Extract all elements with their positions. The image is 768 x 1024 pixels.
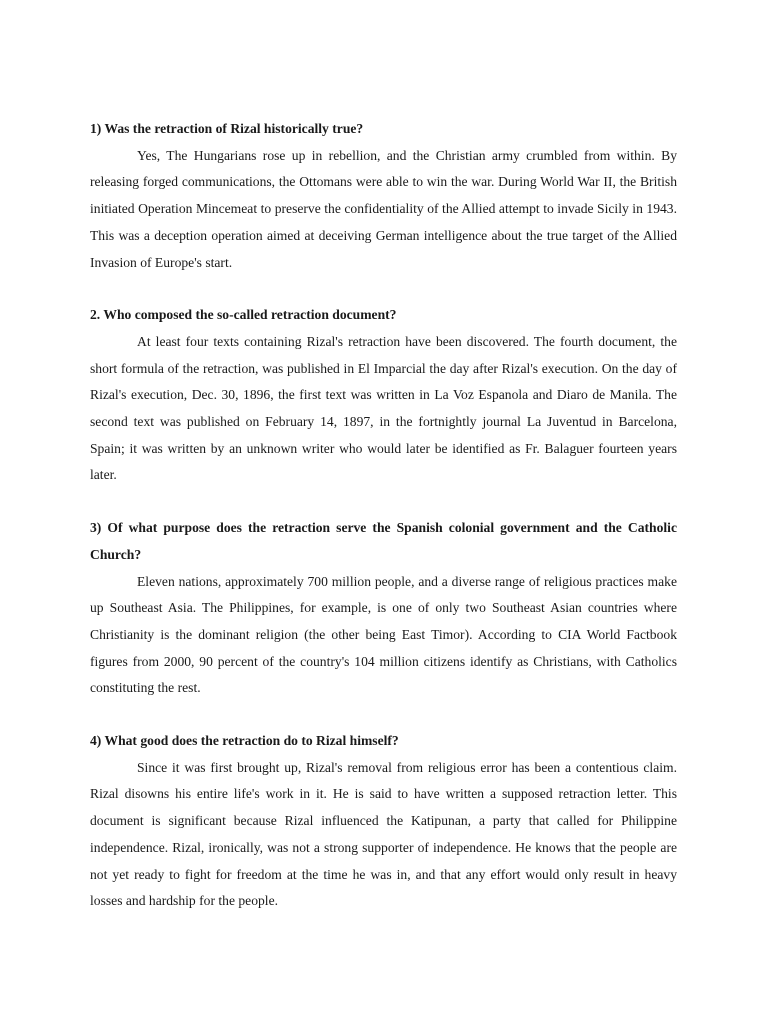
section-2 (90, 302, 677, 489)
section-4 (90, 728, 677, 915)
answer-paragraph: At least four texts containing Rizal's retraction have been discovered. The fourth document, the short formula of the retraction, was published in El Imparcial the day after Rizal's execution. On the day of Rizal's execution, Dec. 30, 1896, the first text was written in La Voz Espanola and Diaro de Manila. The second text was published on February 14, 1897, in the fortnightly journal La Juventud in Barcelona, Spain; it was written by an unknown writer who would later be identified as Fr. Balaguer fourteen years later. (90, 333, 677, 483)
document-page (90, 116, 677, 941)
answer-paragraph: Since it was first brought up, Rizal's removal from religious error has been a contentious claim. Rizal disowns his entire life's work in it. He is said to have written a supposed retraction letter. This document is significant because Rizal influenced the Katipunan, a party that called for Philippine independence. Rizal, ironically, was not a strong supporter of independence. He knows that the people are not yet ready to fight for freedom at the time he was in, and that any effort would only result in heavy losses and hardship for the people. (90, 759, 677, 909)
question-heading: 2. Who composed the so-called retraction document? (90, 307, 397, 323)
question-heading: 4) What good does the retraction do to Rizal himself? (90, 733, 399, 749)
question-heading: 3) Of what purpose does the retraction serve the Spanish colonial government and the Catholic Church? (90, 520, 677, 562)
section-3 (90, 515, 677, 702)
answer-paragraph: Eleven nations, approximately 700 million people, and a diverse range of religious practices make up Southeast Asia. The Philippines, for example, is one of only two Southeast Asian countries where Christianity is the dominant religion (the other being East Timor). According to CIA World Factbook figures from 2000, 90 percent of the country's 104 million citizens identify as Christians, with Catholics constituting the rest. (90, 573, 677, 696)
answer-paragraph: Yes, The Hungarians rose up in rebellion, and the Christian army crumbled from within. By releasing forged communications, the Ottomans were able to win the war. During World War II, the British initiated Operation Mincemeat to preserve the confidentiality of the Allied attempt to invade Sicily in 1943. This was a deception operation aimed at deceiving German intelligence about the true target of the Allied Invasion of Europe's start. (90, 147, 677, 270)
question-heading: 1) Was the retraction of Rizal historically true? (90, 121, 364, 136)
section-1 (90, 116, 677, 276)
